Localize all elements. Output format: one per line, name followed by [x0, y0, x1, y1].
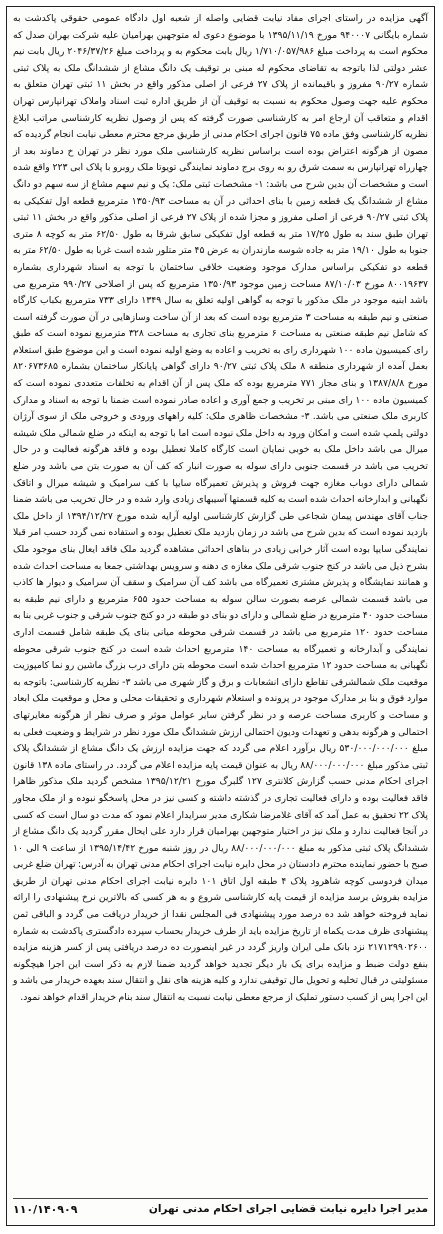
- auction-notice: [6, 6, 435, 1226]
- issuing-office: مدیر اجرا دایره نیابت قضایی اجرای احکام مدنی تهران: [148, 1203, 428, 1215]
- notice-code: ۱۱۰/۱۴۰۹۰۹: [13, 1202, 78, 1216]
- notice-footer: [13, 1198, 428, 1219]
- notice-body: آگهی مزایده در راستای اجرای مفاد نیابت قضایی واصله از شعبه اول دادگاه عمومی حقوقی پاکدشت به شماره بایگانی ۹۴۰۰۰۷ مورخ ۱۳۹۵/۱۱/۱۹ با موضوع دعوی له متوجهین بهرامیان علیه شرکت بهران صدل که محکوم است به پرداخت مبلغ ۱/۷۱۰/۰۵۷/۹۸۶ ریال بابت محکوم به و پرداخت مبلغ ۲۰۴۶/۳۷/۲۶ ریال بابت نیم عشر دولتی لذا باتوجه به تقاضای محکوم له مبنی بر توقیف یک دانگ مشاع از ششدانگ ملک به پلاک ثبتی شماره ۹۰/۲۷ مفروز و باقیمانده از پلاک ۲۷ فرعی از اصلی مذکور واقع در بخش ۱۱ ثبتی تهران متعلق به محکوم علیه جهت وصول محکوم به نسبت به توقیف آن از طریق اداره ثبت اسناد واملاک تهرانپارس تهران اقدام و متعاقب آن ارجاع امر به کارشناسی صورت گرفته که پس از وصول نظریه کارشناسی مراتب ابلاغ نظریه کارشناسی وفق ماده ۷۵ قانون اجرای احکام مدنی از طریق مرجع محترم معطی نیابت انجام گردیده که مصون از هرگونه اعتراض بوده است براساس نظریه کارشناسی ملک مورد نظر در تهران خ دماوند بعد از چهارراه تهرانپارس به سمت شرق رو به روی برج دماوند نمایندگی تویوتا ملک روبرو با پلاک ابی ۲۲۳ واقع شده است و مشخصات آن بدین شرح می باشد: ۱- مشخصات ثبتی ملک: یک و نیم سهم مشاع از سه سهم دو دانگ مشاع از ششدانگ یک قطعه زمین با بنای احداثی در آن به مساحت ۱۳۵۰/۹۳ مترمربع قطعه اول تفکیکی به پلاک ثبتی ۹۰/۲۷ فرعی از اصلی مفروز و مجزا شده از پلاک ۲۷ فرعی از اصلی مذکور واقع در بخش ۱۱ ثبتی تهران طبق سند به طول ۱۷/۲۵ متر به قطعه اول تفکیکی سابق شرقا به طول ۶۲/۵۰ متر به کوچه ۸ متری جنوبا به طول ۱۹/۱۰ متر به جاده شوسه مازندران به عرض ۴۵ متر متلور شده است غربا به طول ۶۲/۵۰ متر به قطعه دو تفکیکی براساس مدارک موجود وضعیت خلافی ساختمان با توجه به اسناد شهرداری بشماره ۸۰۰۱۹۶۳۷ مورخ ۸۷/۱۰/۰۳ مساحت زمین موجود ۱۳۵۰/۹۳ مترمربع که پس از اصلاحی ۹۹۰/۲۷ مترمربع می باشد ابنیه موجود در ملک مذکور با توجه به گواهی اولیه تعلق به سال ۱۳۴۹ دارای ۷۳۳ مترمربع بکباب کارگاه صنعتی و نیم طبقه به مساحت ۳ مترمربع بوده است که بعد از آن ساخت وسازهایی در آن صورت گرفته است که شامل نیم طبقه صنعتی به مساحت ۶ مترمربع بنای تجاری به مساحت ۳۲۸ مترمربع نموده است که طبق رای کمیسیون ماده ۱۰۰ شهرداری رای به تخریب و اعاده به وضع اولیه نموده است و این موضوع طبق استعلام بعمل آمده از شهرداری منطقه ۸ ملک پلاک ثبتی ۹۰/۲۷ دارای گواهی پایانکار ساختمان بشماره ۸۲۰۶۷۳۶۸۵ مورخ ۱۳۸۷/۸/۸ و بنای مجاز ۷۷۱ مترمربع بوده که ملک پس از آن اقدام به تخلفات متعددی نموده است که کمیسیون ماده ۱۰۰ رای مبنی بر تخریب و جمع آوری و اعاده صادر نموده است ضمنا با توجه به اسناد و مدارک کاربری ملک صنعتی می باشد. ۳- مشخصات ظاهری ملک: کلیه راههای ورودی و خروجی ملک از سوی آرژان دولتی پلمپ شده است و امکان ورود به داخل ملک نبوده است اما با توجه به اینکه در ضلع شمالی ملک شیشه میرال می باشد داخل ملک به خوبی نمایان است کارگاه کاملا تعطیل بوده و فاقد هرگونه فعالیت و در حال تخریب می باشد در قسمت جنوبی دارای سوله به صورت انبار که کف آن به صورت بتن می باشد ودر ضلع شمالی دارای دوباب مغازه جهت فروش و پذیرش تعمیرگاه سایپا با کف سرامیک و شیشه میرال و اتاقک نگهبانی و ابدارخانه احداث شده است به کلیه قسمتها آسیبهای زیادی وارد شده و در حال تخریب می باشد ضمنا جناب آقای مهندس پیمان شجاعی طی گزارش کارشناسی اولیه آرایه شده مورخ ۱۳۹۴/۱۲/۲۷ از داخل ملک بازدید نموده است که بدین شرح می باشد در زمان بازدید ملک تعطیل بوده و استفاده نمی گردد حسب امر قبلا نمایندگی سایپا بوده است آثار خرابی زیادی در بناهای احداثی مشاهده گردید ملک فاقد ایعال بنای موجود ملک بشرح ذیل می باشد در کنج جنوب شرقی ملک مغازه ی دهنه و سرویس بهداشتی جمعا به مساحت احداث شده و همانند نمایشگاه و پذیرش مشتری تعمیرگاه می باشد کف آن سرامیک و سقف آن سرامیک و دیوار ها کاذب می باشد قسمت شمالی عرصه بصورت سالن سوله به مساحت حدود ۶۵۵ مترمربع و دارای نیم طبقه به مساحت حدود ۴۰ مترمربع در ضلع شمالی و دارای دو بنای دو طبقه در دو کنج جنوب شرقی و جنوب غربی بنا به مساحت حدود ۱۲۰ مترمربع می باشد در قسمت شرقی محوطه میانی بنای یک طبقه شامل قسمت اداری نمایندگی و آبدارخانه و تعمیرگاه به مساحت ۱۴۰ مترمربع احداث شده است در کنج جنوب شرقی محوطه نگهبانی به مساحت حدود ۱۲ مترمربع احداث شده است محوطه بتن دارای درب بزرگ ماشین رو نما کامپوزیت موقعیت ملک شمالشرقی تقاطع دارای انشعابات و برق و گاز شهری می باشد ۳- نظریه کارشناسی: باتوجه به موارد فوق و بنا بر مدارک موجود در پرونده و استعلام شهرداری و تحقیقات محلی و محل و موقعیت ملک ابعاد و مساحت و کاربری مساحت عرصه و در نظر گرفتن سایر عوامل موثر و صرف نظر از هرگونه مغایرتهای احتمالی و هرگونه بدهی و تعهدات ودیون احتمالی ارزش ششدانگ ملک مورد نظر در شرایط و وضعیت فعلی به مبلغ ۵۳۰/۰۰۰/۰۰۰/۰۰۰ ریال برآورد اعلام می گردد که جهت مزایده ارزش یک دانگ مشاع از ششدانگ پلاک ثبتی مذکور مبلغ ۸۸/۰۰۰/۰۰۰/۰۰۰ ریال به عنوان قیمت پایه مزایده اعلام می گردد. در راستای ماده ۱۳۸ قانون اجرای احکام مدنی حسب گزارش کلانتری ۱۲۷ گلبرگ مورخ ۱۳۹۵/۱۲/۲۱ مشخص گردید ملک مذکور ظاهرا فاقد فعالیت بوده و دارای فعالیت تجاری در گذشته داشته و کسی نیز در محل پاسخگو نبوده و از ملک مجاور پلاک ۲۲ تحقیق به عمل آمد که آقای غلامرضا شکاری مدیر سرایدار اعلام نمود که مدت دو سال است که کسی در آنجا فعالیت ندارد و ملک نیز در اختیار متوجهین بهرامیان قرار دارد علی ایحال مقرر گردید یک دانگ مشاع از ششدانگ پلاک ثبتی مذکور به مبلغ ۸۸/۰۰۰/۰۰۰/۰۰۰ ریال در روز شنبه مورخ ۱۳۹۵/۱۴/۴۲ از ساعت ۹ الی ۱۰ صبح با حضور نماینده محترم دادستان در محل دایره نیابت اجرای احکام مدنی تهران به آدرس: تهران ضلع غربی میدان فردوسی کوچه شاهرود پلاک ۴ طبقه اول اتاق ۱۰۱ دایره نیابت اجرای احکام مدنی تهران از طریق مزایده بفروش برسد مزایده از قیمت پایه کارشناسی شروع و به هر کسی که بالاترین نرخ پیشنهادی را ارائه نماید فروخته خواهد شد ده درصد مورد پیشنهادی فی المجلس نقدا از خریدار دریافت می گردد و الباقی ثمن پیشنهادی ظرف مدت یکماه از تاریخ مزایده باید از طرف خریدار بحساب سپرده دادگستری پاکدشت به شماره ۲۱۷۱۲۹۹۰۲۶۰۰ نزد بانک ملی ایران واریز گردد در غیر اینصورت ده درصد دریافتی پس از کسر هزینه مزایده بنفع دولت ضبط و مزایده برای یک بار دیگر تجدید خواهد گردید ضمنا لازم به ذکر است این اجرا هیچگونه مسئولیتی در قبال تخلیه و تحویل مال توقیفی ندارد و کلیه هزینه های نقل و انتقال سند بعهده خریدار می باشد و این اجرا پس از کسب دستور تملیک از مرجع معطی نیابت نسبت به انتقال سند بنام خریدار اقدام خواهد نمود.: [12, 13, 429, 1004]
